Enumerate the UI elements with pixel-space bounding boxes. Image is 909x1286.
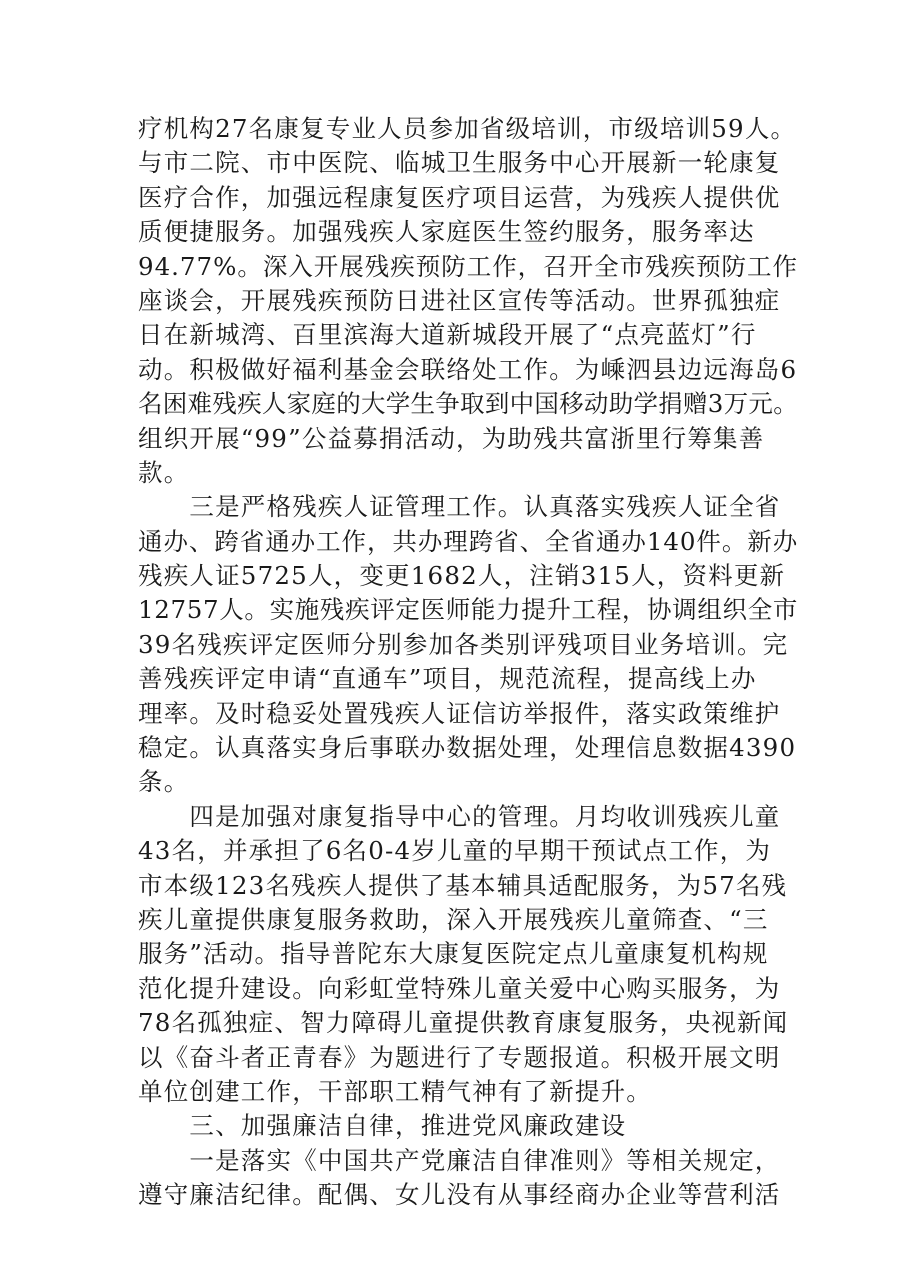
text-line: 39名残疾评定医师分别参加各类别评残项目业务培训。完 xyxy=(138,629,789,659)
text-line: 遵守廉洁纪律。配偶、女儿没有从事经商办企业等营利活 xyxy=(138,1180,781,1210)
text-line: 单位创建工作，干部职工精气神有了新提升。 xyxy=(138,1076,652,1106)
heading-line: 三、加强廉洁自律，推进党风廉政建设 xyxy=(138,1111,627,1141)
text-line: 组织开展“99”公益募捐活动，为助残共富浙里行筹集善 xyxy=(138,423,765,453)
text-line: 名困难残疾人家庭的大学生争取到中国移动助学捐赠3万元。 xyxy=(138,389,798,419)
text-line: 12757人。实施残疾评定医师能力提升工程，协调组织全市 xyxy=(138,595,799,625)
paragraph-integrity xyxy=(138,1144,798,1213)
paragraph-rehab-center xyxy=(138,800,798,1110)
text-line: 理率。及时稳妥处置残疾人证信访举报件，落实政策维护 xyxy=(138,698,781,728)
text-line: 三是严格残疾人证管理工作。认真落实残疾人证全省 xyxy=(138,492,781,522)
section-heading xyxy=(138,1109,798,1143)
text-line: 以《奋斗者正青春》为题进行了专题报道。积极开展文明 xyxy=(138,1042,781,1072)
text-line: 款。 xyxy=(138,457,190,487)
text-line: 动。积极做好福利基金会联络处工作。为嵊泗县边远海岛6 xyxy=(138,354,798,384)
text-line: 与市二院、市中医院、临城卫生服务中心开展新一轮康复 xyxy=(138,148,781,178)
text-line: 疗机构27名康复专业人员参加省级培训，市级培训59人。 xyxy=(138,114,797,143)
text-line: 质便捷服务。加强残疾人家庭医生签约服务，服务率达 xyxy=(138,217,755,247)
text-line: 医疗合作，加强远程康复医疗项目运营，为残疾人提供优 xyxy=(138,182,781,212)
document-body xyxy=(138,112,798,1213)
paragraph-continued xyxy=(138,112,798,490)
text-line: 服务”活动。指导普陀东大康复医院定点儿童康复机构规 xyxy=(138,939,769,969)
text-line: 通办、跨省通办工作，共办理跨省、全省通办140件。新办 xyxy=(138,526,799,556)
text-line: 四是加强对康复指导中心的管理。月均收训残疾儿童 xyxy=(138,801,781,831)
text-line: 条。 xyxy=(138,767,190,797)
paragraph-certificate-management xyxy=(138,490,798,800)
text-line: 一是落实《中国共产党廉洁自律准则》等相关规定， xyxy=(138,1145,781,1175)
text-line: 善残疾评定申请“直通车”项目，规范流程，提高线上办 xyxy=(138,664,757,694)
text-line: 日在新城湾、百里滨海大道新城段开展了“点亮蓝灯”行 xyxy=(138,320,757,350)
text-line: 范化提升建设。向彩虹堂特殊儿童关爱中心购买服务，为 xyxy=(138,973,781,1003)
text-line: 残疾人证5725人，变更1682人，注销315人，资料更新 xyxy=(138,561,786,591)
text-line: 疾儿童提供康复服务救助，深入开展残疾儿童筛查、“三 xyxy=(138,904,769,934)
text-line: 座谈会，开展残疾预防日进社区宣传等活动。世界孤独症 xyxy=(138,285,781,315)
text-line: 94.77%。深入开展残疾预防工作，召开全市残疾预防工作 xyxy=(138,251,799,281)
text-line: 43名，并承担了6名0-4岁儿童的早期干预试点工作，为 xyxy=(138,836,772,866)
text-line: 稳定。认真落实身后事联办数据处理，处理信息数据4390 xyxy=(138,733,797,763)
text-line: 78名孤独症、智力障碍儿童提供教育康复服务，央视新闻 xyxy=(138,1008,789,1038)
text-line: 市本级123名残疾人提供了基本辅具适配服务，为57名残 xyxy=(138,870,788,900)
